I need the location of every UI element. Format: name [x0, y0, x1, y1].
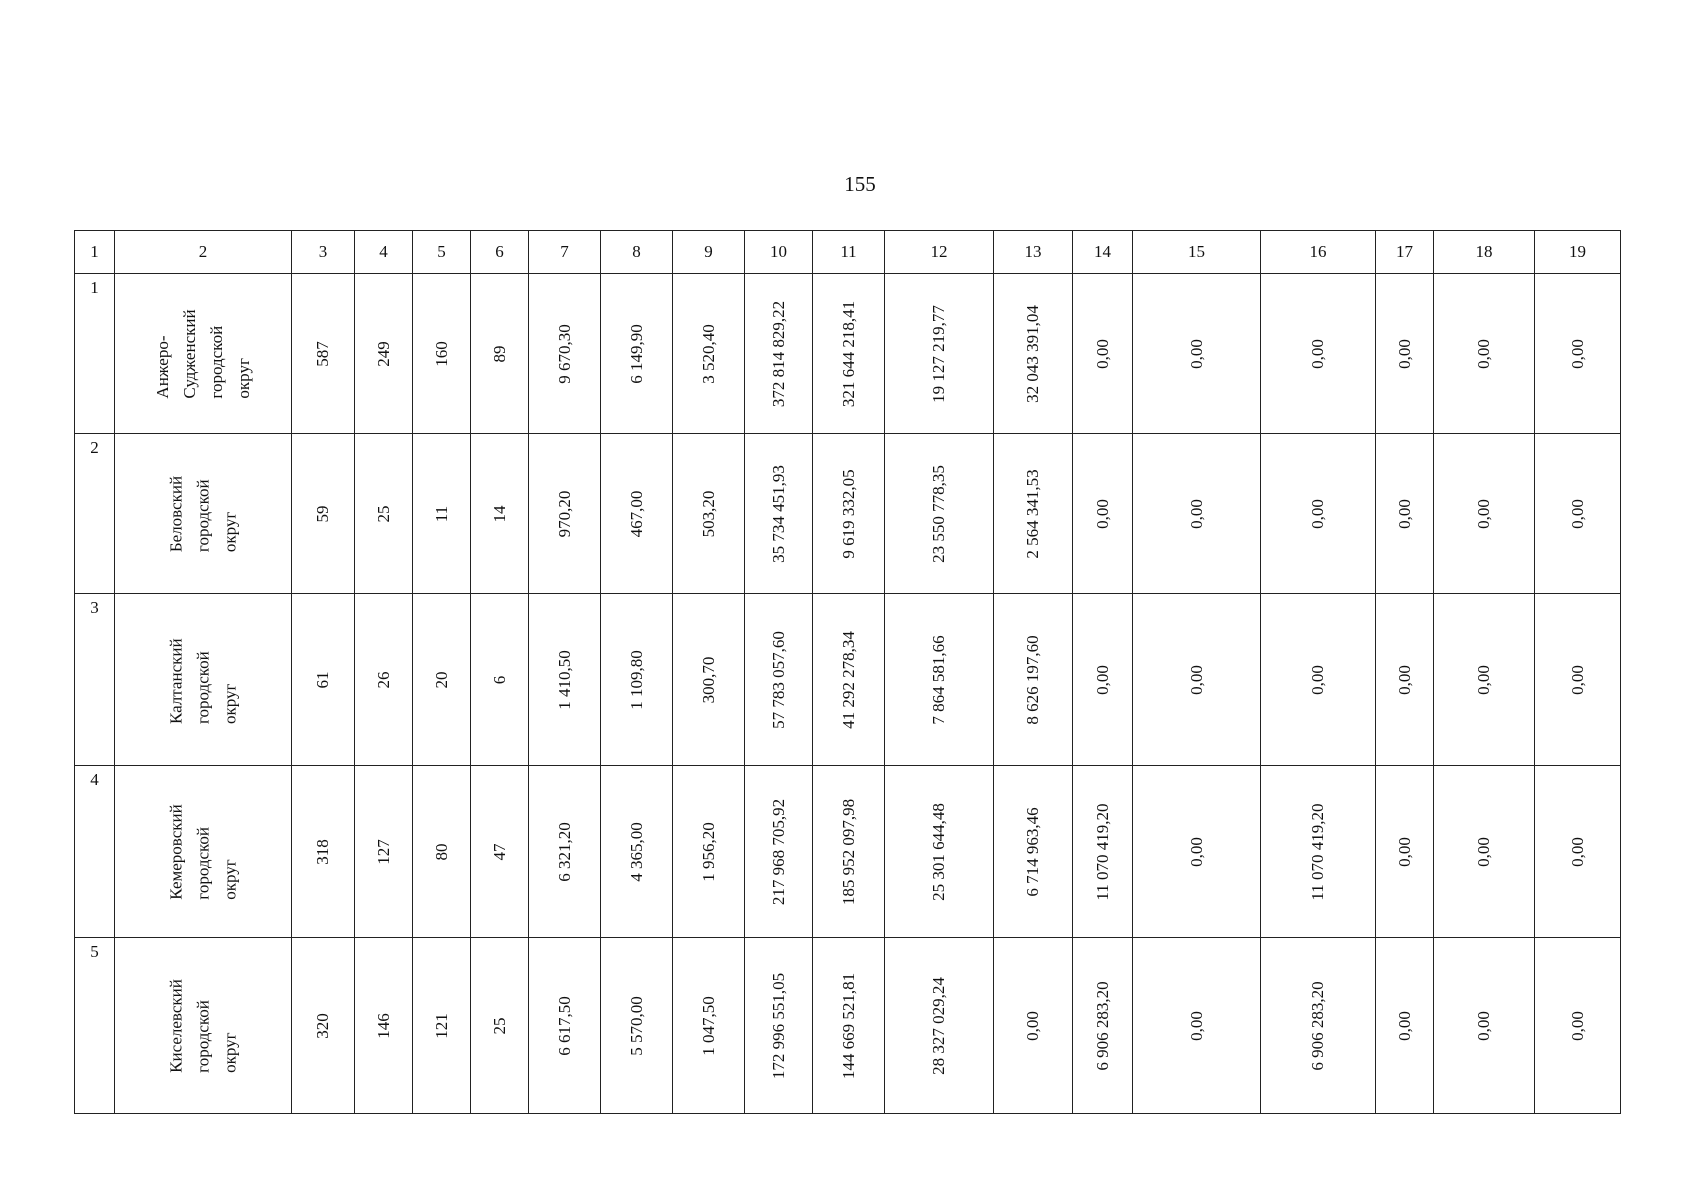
cell-value: 0,00	[1567, 664, 1587, 695]
table-cell	[994, 766, 1073, 938]
table-cell	[292, 434, 355, 594]
cell-value: 0,00	[1474, 338, 1493, 369]
cell-value: 321 644 218,41	[838, 300, 858, 407]
table-cell	[355, 766, 413, 938]
table-row	[75, 434, 1621, 594]
cell-value: 89	[489, 345, 509, 362]
cell-value: 2 564 341,53	[1023, 468, 1042, 559]
cell-value: 25	[373, 505, 393, 522]
table-cell	[994, 274, 1073, 434]
row-number: 2	[90, 438, 99, 457]
cell-value: 0,00	[1092, 498, 1112, 529]
municipality-name: Беловский городской округ	[166, 475, 240, 552]
cell-value: 6 906 283,20	[1092, 980, 1112, 1071]
table-cell	[813, 434, 885, 594]
table-cell	[529, 594, 601, 766]
table-cell	[813, 274, 885, 434]
table-cell	[1376, 938, 1434, 1114]
cell-value: 503,20	[698, 490, 718, 537]
table-cell	[355, 938, 413, 1114]
cell-value: 6	[489, 675, 509, 684]
cell-value: 57 783 057,60	[768, 630, 788, 729]
cell-value: 372 814 829,22	[768, 300, 788, 407]
cell-value: 1 109,80	[626, 649, 646, 710]
cell-value: 0,00	[1308, 498, 1327, 529]
cell-value: 320	[313, 1012, 332, 1039]
table-cell	[673, 938, 745, 1114]
cell-value: 0,00	[1308, 338, 1327, 369]
table-row	[75, 938, 1621, 1114]
table-cell	[601, 274, 673, 434]
table-cell	[1261, 938, 1376, 1114]
table-cell	[994, 434, 1073, 594]
cell-value: 9 619 332,05	[838, 468, 858, 559]
cell-value: 0,00	[1186, 498, 1206, 529]
table-cell	[413, 766, 471, 938]
municipality-cell	[115, 766, 292, 938]
table-cell	[1535, 434, 1621, 594]
cell-value: 217 968 705,92	[768, 798, 788, 905]
table-cell	[1133, 938, 1261, 1114]
municipality-cell	[115, 434, 292, 594]
table-cell	[813, 766, 885, 938]
table-cell	[1073, 766, 1133, 938]
cell-value: 0,00	[1394, 338, 1414, 369]
table-cell	[1133, 766, 1261, 938]
column-header: 16	[1261, 231, 1376, 274]
table-cell	[1073, 434, 1133, 594]
table-cell	[673, 766, 745, 938]
table-header-row	[75, 231, 1621, 274]
cell-value: 6 321,20	[554, 821, 574, 882]
table-row	[75, 594, 1621, 766]
column-header: 13	[994, 231, 1073, 274]
column-header: 14	[1073, 231, 1133, 274]
cell-value: 0,00	[1567, 498, 1587, 529]
cell-value: 6 714 963,46	[1023, 806, 1042, 897]
table-cell	[292, 766, 355, 938]
cell-value: 0,00	[1186, 338, 1206, 369]
table-cell	[1261, 274, 1376, 434]
row-number: 5	[90, 942, 99, 961]
column-header: 18	[1434, 231, 1535, 274]
table-cell	[813, 938, 885, 1114]
cell-value: 0,00	[1474, 1010, 1493, 1041]
table-cell	[355, 274, 413, 434]
cell-value: 19 127 219,77	[929, 304, 948, 403]
municipality-cell	[115, 274, 292, 434]
table-cell	[471, 434, 529, 594]
municipality-name: Кемеровский городской округ	[166, 803, 240, 900]
table-cell	[1261, 594, 1376, 766]
table-cell	[292, 594, 355, 766]
cell-value: 9 670,30	[554, 323, 574, 384]
row-number-cell	[75, 766, 115, 938]
table-cell	[1376, 274, 1434, 434]
table-cell	[292, 274, 355, 434]
table-cell	[994, 594, 1073, 766]
municipality-name: Киселевский городской округ	[166, 978, 240, 1073]
table-cell	[885, 594, 994, 766]
table-cell	[1133, 594, 1261, 766]
cell-value: 0,00	[1394, 498, 1414, 529]
cell-value: 80	[431, 843, 451, 860]
cell-value: 318	[313, 838, 332, 865]
table-cell	[1434, 434, 1535, 594]
table-cell	[1535, 938, 1621, 1114]
municipality-cell	[115, 938, 292, 1114]
cell-value: 185 952 097,98	[838, 798, 858, 905]
table-cell	[601, 938, 673, 1114]
table-cell	[1073, 938, 1133, 1114]
cell-value: 0,00	[1474, 498, 1493, 529]
table-cell	[1434, 594, 1535, 766]
table-cell	[355, 594, 413, 766]
table-cell	[813, 594, 885, 766]
cell-value: 25 301 644,48	[929, 802, 948, 901]
table-cell	[1376, 434, 1434, 594]
row-number: 1	[90, 278, 99, 297]
table-cell	[885, 274, 994, 434]
table-cell	[1434, 274, 1535, 434]
table-cell	[1535, 274, 1621, 434]
column-header: 19	[1535, 231, 1621, 274]
table-cell	[292, 938, 355, 1114]
cell-value: 0,00	[1474, 836, 1493, 867]
cell-value: 3 520,40	[698, 323, 718, 384]
table-cell	[529, 274, 601, 434]
table-cell	[1376, 766, 1434, 938]
column-header: 7	[529, 231, 601, 274]
table-cell	[1133, 434, 1261, 594]
cell-value: 47	[489, 843, 509, 860]
column-header: 3	[292, 231, 355, 274]
cell-value: 467,00	[626, 490, 646, 537]
cell-value: 8 626 197,60	[1023, 634, 1042, 725]
row-number-cell	[75, 594, 115, 766]
table-cell	[471, 274, 529, 434]
cell-value: 587	[313, 340, 332, 367]
cell-value: 7 864 581,66	[929, 634, 948, 725]
table-cell	[745, 594, 813, 766]
table-cell	[601, 434, 673, 594]
column-header: 9	[673, 231, 745, 274]
municipality-name: Калтанский городской округ	[166, 637, 240, 724]
cell-value: 6 617,50	[554, 995, 574, 1056]
table-cell	[885, 938, 994, 1114]
table-cell	[471, 938, 529, 1114]
table-cell	[673, 434, 745, 594]
table-cell	[529, 766, 601, 938]
cell-value: 0,00	[1308, 664, 1327, 695]
cell-value: 1 047,50	[698, 995, 718, 1056]
cell-value: 11 070 419,20	[1092, 802, 1112, 901]
cell-value: 0,00	[1023, 1010, 1042, 1041]
column-header: 10	[745, 231, 813, 274]
table-cell	[1535, 594, 1621, 766]
table-cell	[885, 434, 994, 594]
column-header: 8	[601, 231, 673, 274]
table-cell	[413, 938, 471, 1114]
table-cell	[1434, 766, 1535, 938]
column-header: 2	[115, 231, 292, 274]
cell-value: 4 365,00	[626, 821, 646, 882]
cell-value: 1 956,20	[698, 821, 718, 882]
cell-value: 1 410,50	[554, 649, 574, 710]
column-header: 12	[885, 231, 994, 274]
cell-value: 28 327 029,24	[929, 976, 948, 1075]
table-cell	[994, 938, 1073, 1114]
cell-value: 249	[373, 340, 393, 367]
cell-value: 300,70	[698, 656, 718, 703]
table-row	[75, 274, 1621, 434]
cell-value: 0,00	[1567, 1010, 1587, 1041]
row-number-cell	[75, 434, 115, 594]
cell-value: 0,00	[1567, 338, 1587, 369]
column-header: 15	[1133, 231, 1261, 274]
municipality-cell	[115, 594, 292, 766]
cell-value: 59	[313, 505, 332, 522]
table-cell	[1133, 274, 1261, 434]
table-cell	[745, 274, 813, 434]
cell-value: 0,00	[1092, 664, 1112, 695]
table-cell	[1073, 594, 1133, 766]
column-header: 17	[1376, 231, 1434, 274]
cell-value: 0,00	[1394, 1010, 1414, 1041]
cell-value: 144 669 521,81	[838, 972, 858, 1079]
table-cell	[413, 434, 471, 594]
table-cell	[601, 594, 673, 766]
table-cell	[529, 938, 601, 1114]
row-number: 3	[90, 598, 99, 617]
cell-value: 121	[431, 1012, 451, 1039]
column-header: 4	[355, 231, 413, 274]
cell-value: 127	[373, 838, 393, 865]
cell-value: 11 070 419,20	[1308, 802, 1327, 901]
column-header: 1	[75, 231, 115, 274]
cell-value: 172 996 551,05	[768, 972, 788, 1079]
table-cell	[1261, 434, 1376, 594]
cell-value: 0,00	[1394, 836, 1414, 867]
table-cell	[745, 938, 813, 1114]
cell-value: 0,00	[1186, 664, 1206, 695]
cell-value: 26	[373, 671, 393, 688]
cell-value: 0,00	[1092, 338, 1112, 369]
cell-value: 6 149,90	[626, 323, 646, 384]
cell-value: 0,00	[1186, 836, 1206, 867]
table-cell	[601, 766, 673, 938]
row-number-cell	[75, 938, 115, 1114]
column-header: 6	[471, 231, 529, 274]
municipality-name: Анжеро- Судженский городской округ	[153, 308, 253, 399]
table-cell	[471, 766, 529, 938]
column-header: 11	[813, 231, 885, 274]
cell-value: 0,00	[1186, 1010, 1206, 1041]
page-number: 155	[844, 172, 876, 196]
cell-value: 146	[373, 1012, 393, 1039]
cell-value: 0,00	[1474, 664, 1493, 695]
cell-value: 0,00	[1394, 664, 1414, 695]
table-cell	[745, 434, 813, 594]
cell-value: 970,20	[554, 490, 574, 537]
table-cell	[529, 434, 601, 594]
cell-value: 5 570,00	[626, 995, 646, 1056]
cell-value: 41 292 278,34	[838, 630, 858, 729]
cell-value: 14	[489, 505, 509, 522]
table-row	[75, 766, 1621, 938]
cell-value: 0,00	[1567, 836, 1587, 867]
table-cell	[745, 766, 813, 938]
table-cell	[1376, 594, 1434, 766]
cell-value: 61	[313, 671, 332, 688]
cell-value: 6 906 283,20	[1308, 980, 1327, 1071]
cell-value: 23 550 778,35	[929, 464, 948, 563]
cell-value: 11	[431, 505, 451, 522]
cell-value: 160	[431, 340, 451, 367]
cell-value: 35 734 451,93	[768, 464, 788, 563]
row-number-cell	[75, 274, 115, 434]
table-cell	[413, 274, 471, 434]
table-cell	[1535, 766, 1621, 938]
cell-value: 25	[489, 1017, 509, 1034]
cell-value: 20	[431, 671, 451, 688]
data-table	[74, 230, 1621, 1114]
table-cell	[413, 594, 471, 766]
table-cell	[1261, 766, 1376, 938]
table-cell	[1434, 938, 1535, 1114]
table-cell	[673, 274, 745, 434]
column-header: 5	[413, 231, 471, 274]
table-cell	[355, 434, 413, 594]
cell-value: 32 043 391,04	[1023, 304, 1042, 403]
row-number: 4	[90, 770, 99, 789]
table-cell	[1073, 274, 1133, 434]
table-cell	[673, 594, 745, 766]
table-cell	[885, 766, 994, 938]
table-cell	[471, 594, 529, 766]
